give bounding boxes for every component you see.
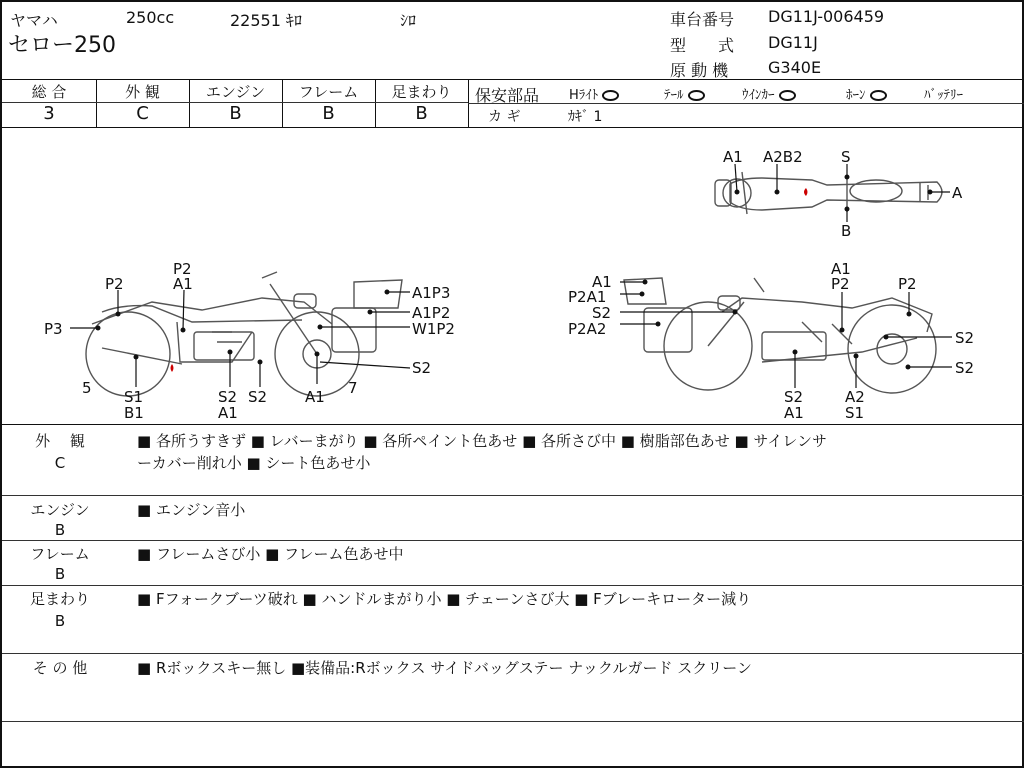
grade-label-frame: フレーム bbox=[298, 83, 359, 101]
diagram-label: S2 bbox=[784, 388, 804, 406]
safety-item-label: ﾊﾞｯﾃﾘｰ bbox=[924, 88, 963, 103]
diagram-label: A1 bbox=[831, 260, 851, 278]
displacement: 250cc bbox=[126, 8, 175, 27]
ok-mark-icon bbox=[870, 90, 887, 101]
diagram-label: P2 bbox=[831, 275, 850, 293]
diagram-label: A1P3 bbox=[412, 284, 451, 302]
frame-no: DG11J-006459 bbox=[768, 7, 885, 26]
remark-text-suspension: ■ Fフォークブーツ破れ ■ ハンドルまがり小 ■ チェーンさび大 ■ Fブレーキローター減り bbox=[137, 590, 752, 608]
remark-grade-frame: B bbox=[54, 565, 66, 583]
engine-model: G340E bbox=[768, 58, 822, 77]
divider bbox=[468, 103, 1024, 104]
grade-label-exterior: 外 観 bbox=[125, 83, 160, 101]
diagram-label: S bbox=[841, 148, 851, 166]
safety-item-winker bbox=[742, 84, 796, 103]
diagram-label: A1 bbox=[305, 388, 325, 406]
safety-item-label: ﾃｰﾙ bbox=[664, 88, 684, 103]
ok-mark-icon bbox=[779, 90, 796, 101]
diagram-label: P2 bbox=[898, 275, 917, 293]
safety-label: 保安部品 bbox=[475, 86, 540, 105]
diagram-label: S1 bbox=[845, 404, 865, 422]
safety-item-label: Hﾗｲﾄ bbox=[569, 88, 599, 103]
diagram-label: S2 bbox=[592, 304, 612, 322]
model-name: セロー250 bbox=[8, 33, 116, 58]
diagram-label: A1 bbox=[592, 273, 612, 291]
remark-text-other: ■ Rボックスキー無し ■装備品:Rボックス サイドバッグステー ナックルガード スクリーン bbox=[137, 659, 752, 677]
grade-label-engine: エンジン bbox=[205, 83, 266, 101]
safety-item-label: ｳｲﾝｶｰ bbox=[742, 88, 775, 103]
divider bbox=[2, 585, 1024, 586]
diagram-label: A1 bbox=[173, 275, 193, 293]
diagram-label: 5 bbox=[82, 379, 92, 397]
diagram-label: P2A1 bbox=[568, 288, 607, 306]
remark-label-engine: エンジン bbox=[30, 501, 90, 519]
divider bbox=[2, 79, 1024, 80]
remark-grade-exterior: C bbox=[54, 454, 66, 472]
remark-text-engine: ■ エンジン音小 bbox=[137, 501, 246, 519]
type-label: 型 式 bbox=[670, 36, 735, 55]
leader-lines bbox=[70, 164, 952, 388]
remark-label-other: そ の 他 bbox=[32, 659, 88, 677]
remark-label-suspension: 足まわり bbox=[29, 590, 90, 608]
grade-value-overall: 3 bbox=[43, 103, 55, 124]
diagram-label: S2 bbox=[955, 329, 975, 347]
grade-label-suspension: 足まわり bbox=[391, 83, 452, 101]
diagram-label: 7 bbox=[348, 379, 358, 397]
diagram-label: S2 bbox=[412, 359, 432, 377]
grade-label-overall: 総 合 bbox=[31, 83, 67, 101]
grade-value-frame: B bbox=[322, 103, 335, 124]
damage-markers bbox=[96, 175, 933, 370]
grade-value-exterior: C bbox=[136, 103, 149, 124]
remark-label-frame: フレーム bbox=[30, 545, 90, 563]
damage-highlight-icon bbox=[171, 364, 174, 372]
divider bbox=[2, 653, 1024, 654]
body-color: ｼﾛ bbox=[400, 11, 417, 30]
divider bbox=[2, 424, 1024, 425]
remark-text-exterior: ーカバー削れ小 ■ シート色あせ小 bbox=[137, 454, 371, 472]
motorcycle-right-side-view bbox=[624, 278, 936, 393]
damage-highlight-icon bbox=[804, 188, 808, 196]
diagram-label: A1 bbox=[723, 148, 743, 166]
remark-text-frame: ■ フレームさび小 ■ フレーム色あせ中 bbox=[137, 545, 404, 563]
key-label: カ ギ bbox=[488, 109, 521, 125]
diagram-label: A1P2 bbox=[412, 304, 451, 322]
safety-item-tail bbox=[664, 84, 705, 103]
diagram-label: P3 bbox=[44, 320, 63, 338]
maker: ヤマハ bbox=[10, 11, 58, 30]
motorcycle-top-view bbox=[715, 172, 942, 214]
diagram-label: B1 bbox=[124, 404, 144, 422]
mileage: 22551 ｷﾛ bbox=[230, 11, 302, 30]
key-value: ｶｷﾞ 1 bbox=[568, 109, 603, 125]
remark-grade-suspension: B bbox=[54, 612, 66, 630]
diagram-label: W1P2 bbox=[412, 320, 455, 338]
diagram-label: P2 bbox=[173, 260, 192, 278]
diagram-label: P2A2 bbox=[568, 320, 607, 338]
divider bbox=[2, 721, 1024, 722]
divider bbox=[2, 540, 1024, 541]
remark-label-exterior: 外 観 bbox=[35, 432, 85, 450]
diagram-label: S2 bbox=[218, 388, 238, 406]
diagram-label: A1 bbox=[784, 404, 804, 422]
diagram-label: A1 bbox=[218, 404, 238, 422]
grade-value-suspension: B bbox=[415, 103, 428, 124]
diagram-label: S1 bbox=[124, 388, 144, 406]
safety-item-battery bbox=[924, 84, 963, 103]
divider bbox=[2, 495, 1024, 496]
diagram-label: B bbox=[841, 222, 852, 240]
ok-mark-icon bbox=[688, 90, 705, 101]
diagram-label: P2 bbox=[105, 275, 124, 293]
diagram-label: S2 bbox=[955, 359, 975, 377]
type-value: DG11J bbox=[768, 33, 818, 52]
safety-item-label: ﾎｰﾝ bbox=[846, 88, 866, 103]
diagram-label: A2 bbox=[845, 388, 865, 406]
damage-diagram bbox=[2, 128, 1022, 424]
diagram-label: S2 bbox=[248, 388, 268, 406]
safety-item-headlight bbox=[569, 84, 619, 103]
remark-grade-engine: B bbox=[54, 521, 66, 539]
diagram-label: A bbox=[952, 184, 963, 202]
ok-mark-icon bbox=[602, 90, 619, 101]
remark-text-exterior: ■ 各所うすきず ■ レバーまがり ■ 各所ペイント色あせ ■ 各所さび中 ■ 樹脂部色あせ ■ サイレンサ bbox=[137, 432, 828, 450]
diagram-label: A2B2 bbox=[763, 148, 803, 166]
engine-label: 原 動 機 bbox=[670, 61, 729, 80]
frame-no-label: 車台番号 bbox=[670, 10, 735, 29]
grade-value-engine: B bbox=[229, 103, 242, 124]
motorcycle-left-side-view bbox=[86, 272, 402, 396]
safety-item-horn bbox=[846, 84, 887, 103]
